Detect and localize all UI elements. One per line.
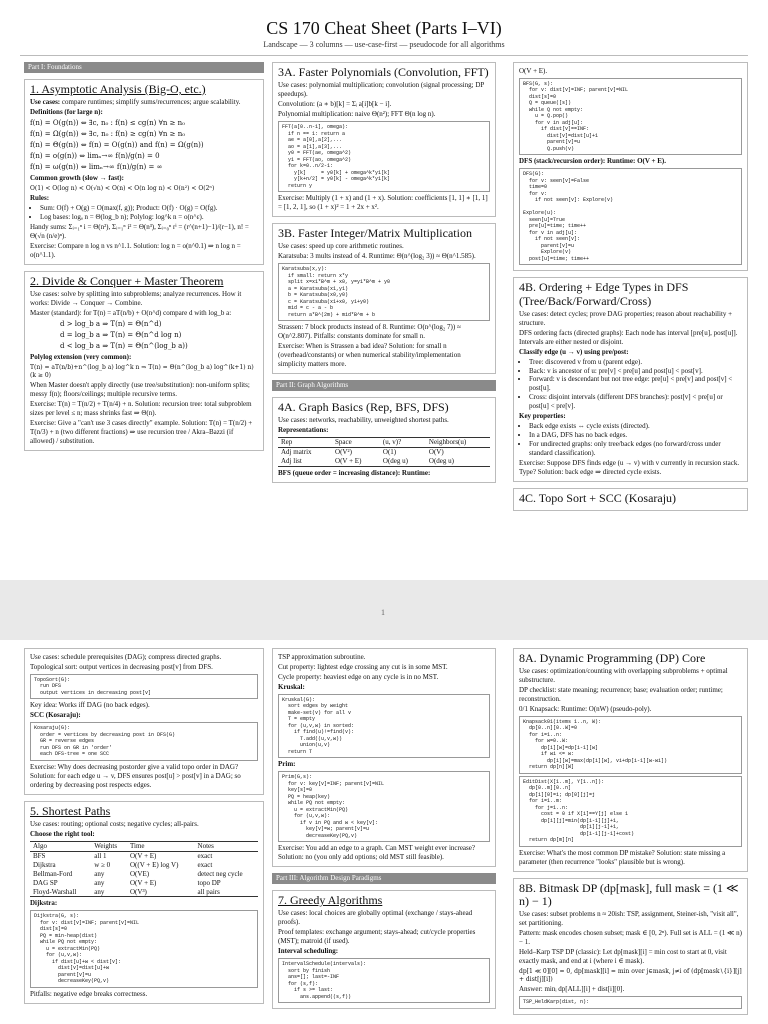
section-topo-scc-cont bbox=[24, 648, 264, 795]
list-item: • Back: v is ancestor of u: pre[v] < pre[u] and post[u] < post[v]. bbox=[529, 367, 742, 376]
use-cases: Use cases: compare runtimes; simplify sums/recurrences; argue scalability. bbox=[30, 98, 241, 107]
dfs-label: DFS (stack/recursion order): Runtime: O(V + E). bbox=[519, 157, 667, 166]
list-item: • For undirected graphs: only tree/back edges (no forward/cross under standard classification). bbox=[529, 440, 742, 458]
cycle-property: Cycle property: heaviest edge on any cycle is in no MST. bbox=[278, 672, 439, 681]
code-block: Karatsuba(x,y): if small: return x*y split x=x1*B^m + x0, y=y1*B^m + y0 a = Karatsuba(x1,y1) b = Karatsuba(x0,y0) c = Karatsuba(x1+x0, y1+y0) mid = c - a - b return a*B^(2m) + mid*B^m + b bbox=[278, 263, 490, 321]
tsp-note: TSP approximation subroutine. bbox=[278, 653, 366, 661]
case-line: d = log_b a ⇒ T(n) = Θ(n^d log n) bbox=[60, 331, 182, 340]
rule-item: • Sum: O(f) + O(g) = O(max(f, g)); Product: O(f) · O(g) = O(fg). bbox=[40, 204, 258, 213]
table-cell: any bbox=[94, 869, 105, 878]
use-cases: Use cases: routing; optional costs; negative cycles; all-pairs. bbox=[30, 819, 199, 828]
part-header: Part III: Algorithm Design Paradigms bbox=[272, 873, 496, 884]
exercise: Exercise: Suppose DFS finds edge (u → v) with v currently in recursion stack. Type? Solution: back edge ⇒ directed cycle exists. bbox=[519, 459, 740, 476]
dfs-ordering: DFS ordering facts (directed graphs): Each node has interval [pre[u], post[u]]. Intervals are either nested or disjoint. bbox=[519, 328, 738, 346]
title-rule bbox=[20, 55, 748, 56]
def-line: f(n) = Θ(g(n)) ⇔ f(n) = O(g(n)) and f(n) = Ω(g(n)) bbox=[30, 140, 204, 149]
page-number: 1 bbox=[381, 608, 385, 617]
section-title: 3A. Faster Polynomials (Convolution, FFT) bbox=[278, 65, 489, 79]
case-line: d > log_b a ⇒ T(n) = Θ(n^d) bbox=[60, 320, 162, 329]
code-block: FFT(a[0..n-1], omega): if n == 1: return a ae = a[0],a[2],... ao = a[1],a[3],... y0 = FFT(ae, omega^2) y1 = FFT(ao, omega^2) for k=0..n/2-1: y[k] = y0[k] + omega^k*y1[k] y[k+n/2] = y0[k] - omega^k*y1[k] return y bbox=[278, 121, 490, 192]
table-header: Notes bbox=[197, 841, 214, 850]
table-row bbox=[30, 870, 258, 879]
use-cases: Use cases: speed up core arithmetic routines. bbox=[278, 242, 404, 251]
when-text: When Master doesn't apply directly (use tree/substitution): non-uniform splits; messy f(n); floors/ceilings; multiple recursive terms. bbox=[30, 381, 250, 399]
code-block: Kruskal(G): sort edges by weight make-set(v) for all v T = empty for (u,v,w) in sorted: if find(u)!=find(v): T.add((u,v,w)) union(u,v) return T bbox=[278, 694, 490, 759]
table-cell: O(VE) bbox=[130, 869, 150, 878]
kruskal-label: Kruskal: bbox=[278, 682, 305, 691]
pattern: Pattern: mask encodes chosen subset; mask ∈ [0, 2ⁿ). Full set is ALL = (1 ≪ n) − 1. bbox=[519, 929, 742, 947]
code-block: Kosaraju(G): order = vertices by decreasing post in DFS(G) GR = reverse edges run DFS on GR in 'order' each DFS-tree = one SCC bbox=[30, 722, 258, 761]
def-line: f(n) = ω(g(n)) ⇔ limₙ→∞ f(n)/g(n) = ∞ bbox=[30, 162, 163, 171]
code-block: DFS(G): for v: seen[v]=False time=0 for v: if not seen[v]: Explore(v) Explore(u): seen[u]=True pre[u]=time; time++ for v in adj[u]: if not seen[v]: parent[v]=u Explore(v) post[u]=time; time++ bbox=[519, 168, 742, 265]
poly-mult: Polynomial multiplication: naive Θ(n²); FFT Θ(n log n). bbox=[278, 110, 436, 119]
bfs-label: BFS (queue order = increasing distance): Runtime: bbox=[278, 468, 431, 477]
key-idea: Key idea: Works iff DAG (no back edges). bbox=[30, 701, 150, 710]
list-item: • Tree: discovered v from u (parent edge). bbox=[529, 358, 742, 367]
use-cases: Use cases: polynomial multiplication; convolution (signal processing; DP speedups). bbox=[278, 81, 485, 99]
section-asymptotic bbox=[24, 79, 264, 265]
part-header: Part I: Foundations bbox=[24, 62, 264, 73]
section-title: 4A. Graph Basics (Rep, BFS, DFS) bbox=[278, 399, 449, 414]
section-title: 5. Shortest Paths bbox=[30, 803, 111, 818]
cut-property: Cut property: lightest edge crossing any cut is in some MST. bbox=[278, 662, 448, 671]
code-block: Knapsack01(items 1..n, W): dp[0..n][0..W]=0 for i=1..n: for w=0..W: dp[i][w]=dp[i-1][w] if wi <= w: dp[i][w]=max(dp[i][w], vi+dp[i-1][w-wi]) return dp[n][W] bbox=[519, 716, 742, 774]
table-cell: Bellman-Ford bbox=[33, 869, 73, 878]
table-header: (u, v)? bbox=[382, 437, 402, 446]
rules-label: Rules: bbox=[30, 194, 50, 203]
definitions-label: Definitions (for large n): bbox=[30, 108, 103, 117]
strassen: Strassen: 7 block products instead of 8. Runtime: O(n^(log₂ 7)) ≈ O(n^2.807). Pitfalls: constants dominate for small n. bbox=[278, 323, 461, 340]
section-karatsuba bbox=[272, 223, 496, 374]
section-title: 3B. Faster Integer/Matrix Multiplication bbox=[278, 225, 472, 240]
def-line: f(n) = o(g(n)) ⇔ limₙ→∞ f(n)/g(n) = 0 bbox=[30, 151, 160, 160]
column-2 bbox=[272, 62, 496, 489]
master-theorem: Master (standard): for T(n) = aT(n/b) + O(n^d) compare d with log_b a: bbox=[30, 309, 232, 318]
section-title: 8B. Bitmask DP (dp[mask], full mask = (1 ≪ n) − 1) bbox=[519, 880, 739, 909]
code-block: Prim(G,s): for v: key[v]=INF; parent[v]=NIL key[s]=0 PQ = heap(key) while PQ not empty: u = extractMin(PQ) for (u,v,w): if v in PQ and w < key[v]: key[v]=w; parent[v]=u decreaseKey(PQ,v) bbox=[278, 771, 490, 842]
table-cell: exact bbox=[197, 860, 213, 869]
exercise: Exercise: When is Strassen a bad idea? Solution: for small n (overhead/constants) or when numerical stability/implementation simplicity matters more. bbox=[278, 341, 461, 368]
topo-sort: Topological sort: output vertices in decreasing post[v] from DFS. bbox=[30, 662, 213, 671]
section-title: 8A. Dynamic Programming (DP) Core bbox=[519, 651, 706, 665]
table-header: Time bbox=[130, 841, 145, 850]
table-cell: all 1 bbox=[94, 851, 107, 860]
table-row bbox=[30, 879, 258, 888]
table-row bbox=[30, 861, 258, 870]
table-cell: topo DP bbox=[197, 878, 221, 887]
exercise: Exercise: Why does decreasing postorder give a valid topo order in DAG? Solution: for each edge u → v, DFS ensures post[u] > post[v] in a DAG; so ordering by decreasing post respects edges. bbox=[30, 762, 241, 789]
table-header: Neighbors(u) bbox=[428, 437, 467, 446]
exercise: Exercise: What's the most common DP mistake? Solution: state missing a parameter (then recurrence "looks" plausible but is wrong). bbox=[519, 848, 726, 866]
column-3 bbox=[513, 62, 748, 517]
code-block: TopoSort(G): run DFS output vertices in decreasing post[v] bbox=[30, 674, 258, 700]
table-header: Weights bbox=[94, 841, 118, 850]
held-karp: Held–Karp TSP DP (classic): Let dp[mask][i] = min cost to start at 0, visit exactly mask, and end at i (where i ∈ mask). bbox=[519, 948, 727, 965]
section-bitmask-dp bbox=[513, 878, 748, 1015]
list-item: • Cross: disjoint intervals (different DFS branches): post[v] < pre[u] or post[u] < pre[v]. bbox=[529, 393, 742, 411]
proof-templates: Proof templates: exchange argument; stays-ahead; cut/cycle properties (MST); matroid (if used). bbox=[278, 928, 476, 946]
code-block: IntervalSchedule(intervals): sort by finish ans=[]; last=-INF for (s,f): if s >= last: ans.append((s,f)) bbox=[278, 958, 490, 1003]
table-cell: all pairs bbox=[197, 887, 220, 896]
exercise: Exercise: Compare n log n vs n^1.1. Solution: log n = o(n^0.1) ⇒ n log n = o(n^1.1). bbox=[30, 242, 241, 260]
classify-label: Classify edge (u → v) using pre/post: bbox=[519, 347, 629, 356]
code-block: TSP_HeldKarp(dist, n): bbox=[519, 996, 742, 1009]
scc-label: SCC (Kosaraju): bbox=[30, 711, 81, 720]
use-cases: Use cases: local choices are globally optimal (exchange / stays-ahead proofs). bbox=[278, 909, 473, 927]
table-row bbox=[30, 888, 258, 897]
table-cell: DAG SP bbox=[33, 878, 58, 887]
representation-table bbox=[278, 437, 490, 467]
growth-label: Common growth (slow → fast): bbox=[30, 173, 124, 182]
section-bfs-dfs-cont bbox=[513, 62, 748, 271]
choose-label: Choose the right tool: bbox=[30, 829, 95, 838]
page-2 bbox=[0, 640, 768, 1024]
table-row bbox=[30, 851, 258, 860]
section-dp-core bbox=[513, 648, 748, 872]
column-2 bbox=[272, 648, 496, 1015]
use-cases: Use cases: networks, reachability, unweighted shortest paths. bbox=[278, 415, 449, 424]
def-line: f(n) = Ω(g(n)) ⇔ ∃c, n₀ : f(n) ≥ cg(n) ∀n ≥ n₀ bbox=[30, 130, 186, 138]
list-item: • Forward: v is descendant but not tree edge: pre[u] < pre[v] and post[v] < post[u]. bbox=[529, 375, 742, 393]
answer: Answer: minᵢ dp[ALL][i] + dist[i][0]. bbox=[519, 985, 625, 994]
table-header: Rep bbox=[281, 437, 293, 446]
section-fft bbox=[272, 62, 496, 217]
column-1 bbox=[24, 648, 264, 1010]
polylog-label: Polylog extension (very common): bbox=[30, 353, 132, 362]
table-row bbox=[278, 457, 490, 466]
section-greedy bbox=[272, 890, 496, 1009]
section-divide-conquer bbox=[24, 271, 264, 451]
table-cell: O(V) bbox=[428, 447, 444, 456]
page-gap bbox=[0, 580, 768, 640]
table-header: Space bbox=[335, 437, 352, 446]
code-block: Dijkstra(G, s): for v: dist[v]=INF; parent[v]=NIL dist[s]=0 PQ = min-heap(dist) while PQ not empty: u = extractMin(PQ) for (u,v,w): if dist[u]+w < dist[v]: dist[v]=dist[u]+w parent[v]=u decreaseKey(PQ,v) bbox=[30, 910, 258, 988]
shortest-path-table bbox=[30, 841, 258, 898]
handy-sums: Handy sums: Σᵢ₌₁ⁿ i = Θ(n²), Σᵢ₌₁ⁿ i² = Θ(n³), Σᵢ₌₀ⁿ rⁱ = (r^(n+1)−1)/(r−1), n! = Θ(√n (n/e)ⁿ). bbox=[30, 223, 249, 241]
case-line: d < log_b a ⇒ T(n) = Θ(n^(log_b a)) bbox=[60, 342, 188, 351]
section-title: 7. Greedy Algorithms bbox=[278, 893, 383, 908]
section-title: 4B. Ordering + Edge Types in DFS (Tree/Back/Forward/Cross) bbox=[519, 280, 689, 308]
table-cell: O(V + E) bbox=[335, 456, 362, 465]
section-title: 4C. Topo Sort + SCC (Kosaraju) bbox=[519, 490, 677, 505]
table-cell: O(V + E) bbox=[130, 851, 157, 860]
section-edge-types bbox=[513, 277, 748, 482]
table-cell: O(V³) bbox=[130, 887, 147, 896]
table-cell: exact bbox=[197, 851, 213, 860]
page-subtitle: Landscape — 3 columns — use-case-first — pseudocode for all algorithms bbox=[263, 40, 505, 49]
table-cell: O(1) bbox=[382, 447, 397, 456]
page-title: CS 170 Cheat Sheet (Parts I–VI) bbox=[266, 18, 502, 38]
exercise: Exercise: T(n) = T(n/2) + T(n/4) + n. Solution: recursion tree: total subproblem sizes per level ≤ n; mass shrinks fast ⇒ Θ(n). bbox=[30, 400, 252, 418]
dp-checklist: DP checklist: state meaning; recurrence; base; evaluation order; runtime; reconstruction. bbox=[519, 686, 723, 704]
table-cell: any bbox=[94, 887, 105, 896]
section-shortest-paths bbox=[24, 801, 264, 1004]
knapsack-label: 0/1 Knapsack: Runtime: O(nW) (pseudo-poly). bbox=[519, 705, 652, 713]
table-cell: O(V²) bbox=[335, 447, 352, 456]
table-cell: w ≥ 0 bbox=[94, 860, 111, 869]
table-cell: any bbox=[94, 878, 105, 887]
section-mst-cont bbox=[272, 648, 496, 867]
recurrence: dp[1 ≪ 0][0] = 0, dp[mask][i] = min over j∈mask, j≠i of (dp[mask∖{i}][j] + dist[j][i]) bbox=[519, 967, 742, 983]
table-row bbox=[278, 447, 490, 456]
list-item: • In a DAG, DFS has no back edges. bbox=[529, 431, 742, 440]
use-cases: Use cases: schedule prerequisites (DAG); compress directed graphs. bbox=[30, 653, 222, 661]
rules-list bbox=[30, 204, 258, 222]
rule-item: • Log bases: logₐ n = Θ(log_b n); Polylog: log^k n = o(n^ε). bbox=[40, 213, 258, 222]
table-cell: detect neg cycle bbox=[197, 869, 243, 878]
section-title: 2. Divide & Conquer + Master Theorem bbox=[30, 274, 224, 289]
key-props-list bbox=[519, 422, 742, 458]
section-topo-scc bbox=[513, 488, 748, 511]
exercise: Exercise: You add an edge to a graph. Can MST weight ever increase? Solution: no (you only add options; old MST still feasible). bbox=[278, 844, 475, 862]
code-block: EditDist(X[1..m], Y[1..n]): dp[0..m][0..n] dp[i][0]=i; dp[0][j]=j for i=1..m: for j=1..n: cost = 0 if X[i]==Y[j] else 1 dp[i][j]=min(dp[i-1][j]+1, dp[i][j-1]+1, dp[i-1][j-1]+cost) return dp[m][n] bbox=[519, 776, 742, 847]
list-item: • Back edge exists ⇔ cycle exists (directed). bbox=[529, 422, 742, 431]
convolution: Convolution: (a ∗ b)[k] = Σᵢ a[i]b[k − i]. bbox=[278, 100, 392, 109]
code-block: BFS(G, s): for v: dist[v]=INF; parent[v]=NIL dist[s]=0 Q = queue([s]) while Q not empty: u = Q.pop() for v in adj[u]: if dist[v]==INF: dist[v]=dist[u]+1 parent[v]=u Q.push(v) bbox=[519, 78, 742, 156]
exercise: Exercise: Give a "can't use 3 cases directly" example. Solution: T(n) = T(n/2) + T(n/3) + n (two different fractions) ⇒ use recursion tree / Akra–Bazzi (if allowed) / substitution. bbox=[30, 419, 253, 446]
growth-line: O(1) < O(log n) < O(√n) < O(n) < O(n log n) < O(n²) < O(2ⁿ) bbox=[30, 184, 215, 192]
pitfalls: Pitfalls: negative edge breaks correctness. bbox=[30, 989, 148, 998]
table-cell: Adj matrix bbox=[281, 447, 312, 456]
exercise: Exercise: Multiply (1 + x) and (1 + x). Solution: coefficients [1, 1] ∗ [1, 1] = [1, 2, 1], so (1 + x)² = 1 + 2x + x². bbox=[278, 194, 488, 211]
section-title: 1. Asymptotic Analysis (Big-O, etc.) bbox=[30, 81, 206, 96]
dijkstra-label: Dijkstra: bbox=[30, 899, 58, 908]
table-cell: O((V + E) log V) bbox=[130, 860, 179, 869]
key-props-label: Key properties: bbox=[519, 412, 566, 421]
prim-label: Prim: bbox=[278, 760, 296, 769]
column-3 bbox=[513, 648, 748, 1021]
karatsuba: Karatsuba: 3 mults instead of 4. Runtime: Θ(n^(log₂ 3)) ≈ Θ(n^1.585). bbox=[278, 252, 476, 261]
table-cell: O(V + E) bbox=[130, 878, 157, 887]
table-cell: Dijkstra bbox=[33, 860, 56, 869]
part-header: Part II: Graph Algorithms bbox=[272, 380, 496, 391]
use-cases: Use cases: detect cycles; prove DAG properties; reason about reachability + structure. bbox=[519, 309, 733, 327]
table-cell: BFS bbox=[33, 851, 46, 860]
representations-label: Representations: bbox=[278, 425, 329, 434]
column-1 bbox=[24, 62, 264, 457]
table-cell: Floyd-Warshall bbox=[33, 887, 77, 896]
section-graph-basics bbox=[272, 397, 496, 483]
table-cell: O(deg u) bbox=[382, 456, 408, 465]
edge-type-list bbox=[519, 358, 742, 412]
def-line: f(n) = O(g(n)) ⇔ ∃c, n₀ : f(n) ≤ cg(n) ∀n ≥ n₀ bbox=[30, 119, 185, 128]
interval-label: Interval scheduling: bbox=[278, 947, 339, 956]
continued-text: O(V + E). bbox=[519, 67, 548, 75]
use-cases: Use cases: optimization/counting with overlapping subproblems + optimal substructure. bbox=[519, 667, 728, 685]
table-cell: Adj list bbox=[281, 456, 302, 465]
use-cases: Use cases: solve by splitting into subproblems; analyze recurrences. How it works: Divide → Conquer → Combine. bbox=[30, 290, 242, 308]
table-header: Algo bbox=[33, 841, 47, 850]
polylog-line: T(n) = aT(n/b)+n^(log_b a) log^k n ⇒ T(n) = Θ(n^(log_b a) log^(k+1) n) (k ≥ 0) bbox=[30, 363, 254, 379]
table-cell: O(deg u) bbox=[428, 456, 454, 465]
use-cases: Use cases: subset problems n ≈ 20ish: TSP, assignment, Steiner-ish, "visit all", set partitioning. bbox=[519, 910, 739, 928]
